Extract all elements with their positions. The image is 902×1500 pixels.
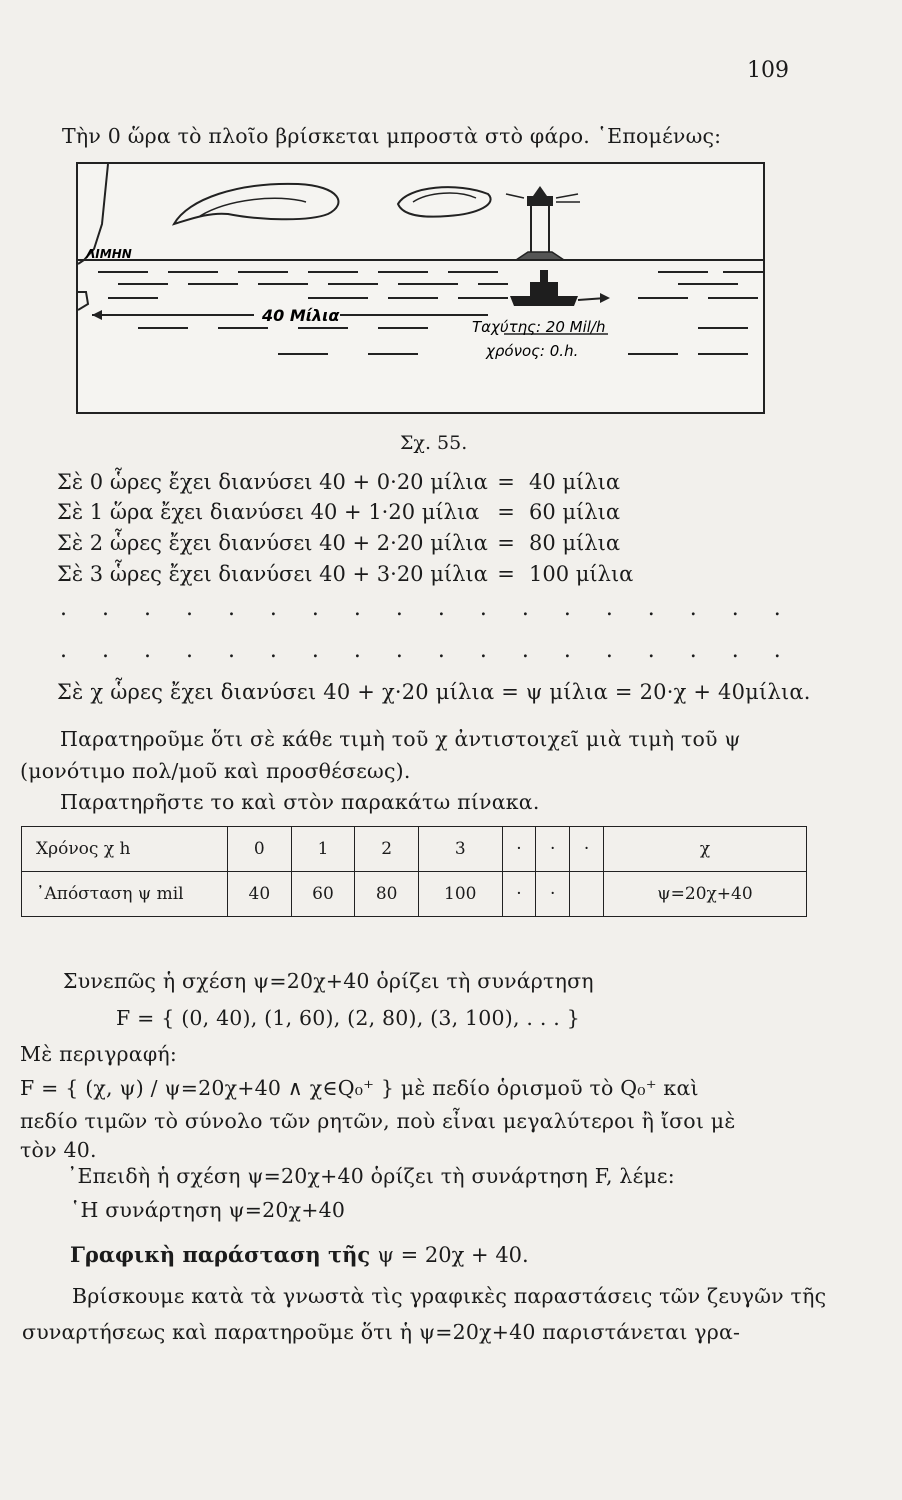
ellipsis-row: . . . . . . . . . . . . . . . . . . [60,596,795,621]
general-distance-row: Σὲ χ ὧρες ἔχει διανύσει 40 + χ·20 μίλια = ψ μίλια = 20·χ + 40μίλια. [57,680,811,704]
table-cell: 60 [291,872,355,917]
function-set-line: F = { (0, 40), (1, 60), (2, 80), (3, 100), . . . } [116,1006,580,1030]
harbor-pier [78,292,88,310]
waves [98,272,763,354]
distance-result: 40 μίλια [529,470,621,494]
text-line: συναρτήσεως καὶ παρατηροῦμε ὅτι ἡ ψ=20χ+40 παριστάνεται γρα- [22,1320,741,1344]
text-line: Βρίσκουμε κατὰ τὰ γνωστὰ τὶς γραφικὲς παραστάσεις τῶν ζευγῶν τῆς [72,1284,827,1308]
cloud-right [398,187,491,217]
distance-result: 100 μίλια [529,562,634,586]
distance-row [57,562,633,586]
table-cell: 40 [228,872,292,917]
table-row [22,872,807,917]
distance-label: 40 Μίλια [262,306,340,325]
table-cell: · [502,872,536,917]
table-cell: · [536,827,570,872]
distance-expression: Σὲ 0 ὧρες ἔχει διανύσει 40 + 0·20 μίλια [57,470,488,494]
time-distance-table [21,826,807,917]
table-cell: · [536,872,570,917]
table-cell: 1 [291,827,355,872]
table-cell: χ [604,827,807,872]
harbor-label: ΛΙΜΗΝ [86,247,132,261]
table-cell: · [502,827,536,872]
page-number: 109 [747,58,789,83]
arrow-head-left [92,310,102,320]
motion-arrow-head [600,293,610,303]
text-line: ῾Η συνάρτηση ψ=20χ+40 [70,1198,346,1222]
distance-expression: Σὲ 3 ὧρες ἔχει διανύσει 40 + 3·20 μίλια [57,562,488,586]
table-cell: 2 [355,827,419,872]
equals-sign: = [497,470,515,494]
section-heading [70,1242,529,1267]
table-cell: 3 [418,827,502,872]
table-cell: 100 [418,872,502,917]
table-row [22,827,807,872]
speed-label: Ταχύτης: 20 Μil/h [472,318,606,336]
table-cell: · [570,827,604,872]
observation-line: (μονότιμο πολ/μοῦ καὶ προσθέσεως). [20,759,411,783]
text-line: Συνεπῶς ἡ σχέση ψ=20χ+40 ὁρίζει τὴ συνάρτηση [63,969,594,993]
cloud-right-inner [413,193,476,202]
table-row-label: ᾿Απόσταση ψ mil [22,872,228,917]
distance-result: 80 μίλια [529,531,621,555]
distance-result: 60 μίλια [529,500,621,524]
equals-sign: = [497,500,515,524]
text-line: τὸν 40. [20,1138,97,1162]
distance-row [57,531,620,555]
heading-formula: ψ = 20χ + 40. [377,1243,529,1267]
distance-expression: Σὲ 2 ὧρες ἔχει διανύσει 40 + 2·20 μίλια [57,531,488,555]
distance-row [57,500,620,524]
lighthouse-icon [506,186,580,260]
table-cell: 80 [355,872,419,917]
text-line: Μὲ περιγραφή: [20,1042,177,1066]
figure-ship-lighthouse [76,162,765,414]
distance-row [57,470,620,494]
distance-expression: Σὲ 1 ὥρα ἔχει διανύσει 40 + 1·20 μίλια [57,500,480,524]
ellipsis-row: . . . . . . . . . . . . . . . . . . [60,638,795,663]
text-line: πεδίο τιμῶν τὸ σύνολο τῶν ρητῶν, ποὺ εἶναι μεγαλύτεροι ἢ ἴσοι μὲ [20,1109,736,1133]
table-cell [570,872,604,917]
ship-icon [510,270,578,306]
equals-sign: = [497,531,515,555]
cloud-left [174,184,338,224]
observation-line: Παρατηρῆστε το καὶ στὸν παρακάτω πίνακα. [60,790,540,814]
table-cell: ψ=20χ+40 [604,872,807,917]
table-cell: 0 [228,827,292,872]
equals-sign: = [497,562,515,586]
function-definition-line: F = { (χ, ψ) / ψ=20χ+40 ∧ χ∈Q₀⁺ } μὲ πεδίο ὁρισμοῦ τὸ Q₀⁺ καὶ [20,1076,699,1100]
heading-title: Γραφικὴ παράσταση τῆς [70,1242,371,1267]
time-label: χρόνος: 0.h. [486,342,579,360]
figure-drawing [78,164,765,414]
table-row-label: Χρόνος χ h [22,827,228,872]
figure-caption: Σχ. 55. [400,432,468,454]
observation-line: Παρατηροῦμε ὅτι σὲ κάθε τιμὴ τοῦ χ ἀντιστοιχεῖ μιὰ τιμὴ τοῦ ψ [60,727,741,751]
intro-line: Τὴν 0 ὥρα τὸ πλοῖο βρίσκεται μπροστὰ στὸ φάρο. ῾Επομένως: [62,124,722,148]
text-line: ᾿Επειδὴ ἡ σχέση ψ=20χ+40 ὁρίζει τὴ συνάρτηση F, λέμε: [67,1164,675,1188]
